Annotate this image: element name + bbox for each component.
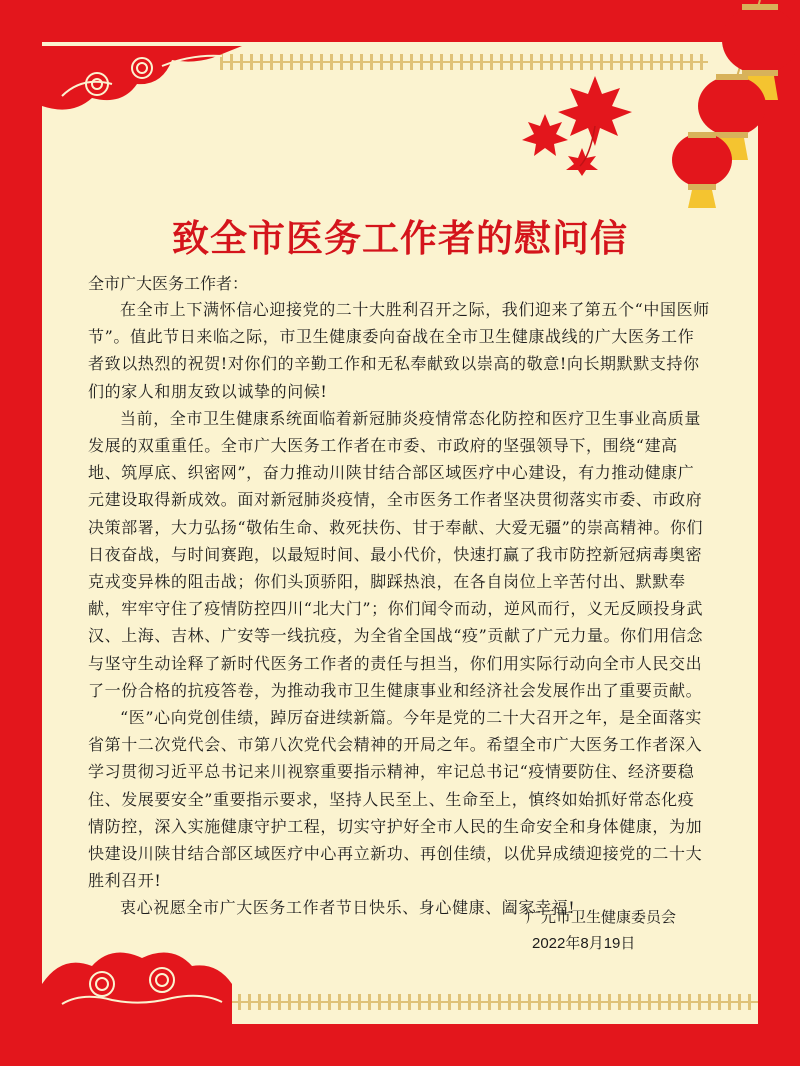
letter-date: 2022年8月19日	[532, 935, 636, 952]
letter-paragraph: 衷心祝愿全市广大医务工作者节日快乐、身心健康、阖家幸福!	[120, 898, 576, 918]
auspicious-cloud-icon	[42, 46, 242, 116]
letter-body	[88, 296, 710, 922]
bottom-fret-border	[218, 994, 758, 1010]
letter-paragraph: 当前，全市卫生健康系统面临着新冠肺炎疫情常态化防控和医疗卫生事业高质量发展的双重重任。全市广大医务工作者在市委、市政府的坚强领导下，围绕“建高地、筑厚底、织密网”，奋力推动川陕甘结合部区域医疗中心建设，有力推动健康广元建设取得新成效。面对新冠肺炎疫情，全市医务工作者坚决贯彻落实市委、市政府决策部署，大力弘扬“敬佑生命、救死扶伤、甘于奉献、大爱无疆”的崇高精神。你们日夜奋战，与时间赛跑，以最短时间、最小代价，快速打赢了我市防控新冠病毒奥密克戎变异株的阻击战；你们头顶骄阳，脚踩热浪，在各自岗位上辛苦付出、默默奉献，牢牢守住了疫情防控四川“北大门”；你们闻令而动，逆风而行，义无反顾投身武汉、上海、吉林、广安等一线抗疫，为全省全国战“疫”贡献了广元力量。你们用信念与坚守生动诠释了新时代医务工作者的责任与担当，你们用实际行动向全市人民交出了一份合格的抗疫答卷，为推动我市卫生健康事业和经济社会发展作出了重要贡献。	[88, 408, 704, 700]
letter-title: 致全市医务工作者的慰问信	[172, 216, 628, 260]
letter-paragraph: 在全市上下满怀信心迎接党的二十大胜利召开之际，我们迎来了第五个“中国医师节”。值此节日来临之际，市卫生健康委向奋战在全市卫生健康战线的广大医务工作者致以热烈的祝贺!对你们的辛勤工作和无私奉献致以崇高的敬意!向长期默默支持你们的家人和朋友致以诚挚的问候!	[88, 300, 710, 401]
letter-signature: 广元市卫生健康委员会	[525, 908, 676, 926]
letter-salutation: 全市广大医务工作者：	[88, 274, 249, 293]
letter-paragraph: “医”心向党创佳绩，踔厉奋进续新篇。今年是党的二十大召开之年，是全面落实省第十二次党代会、市第八次党代会精神的开局之年。希望全市广大医务工作者深入学习贯彻习近平总书记来川视察重要指示精神，牢记总书记“疫情要防住、经济要稳住、发展要安全”重要指示要求，坚持人民至上、生命至上，慎终如始抓好常态化疫情防控，深入实施健康守护工程，切实守护好全市人民的生命安全和身体健康，为加快建设川陕甘结合部区域医疗中心再立新功、再创佳绩，以优异成绩迎接党的二十大胜利召开!	[88, 708, 703, 891]
maple-leaf-icon	[520, 66, 640, 176]
red-lantern-icon	[650, 0, 800, 210]
auspicious-cloud-icon	[42, 944, 232, 1024]
